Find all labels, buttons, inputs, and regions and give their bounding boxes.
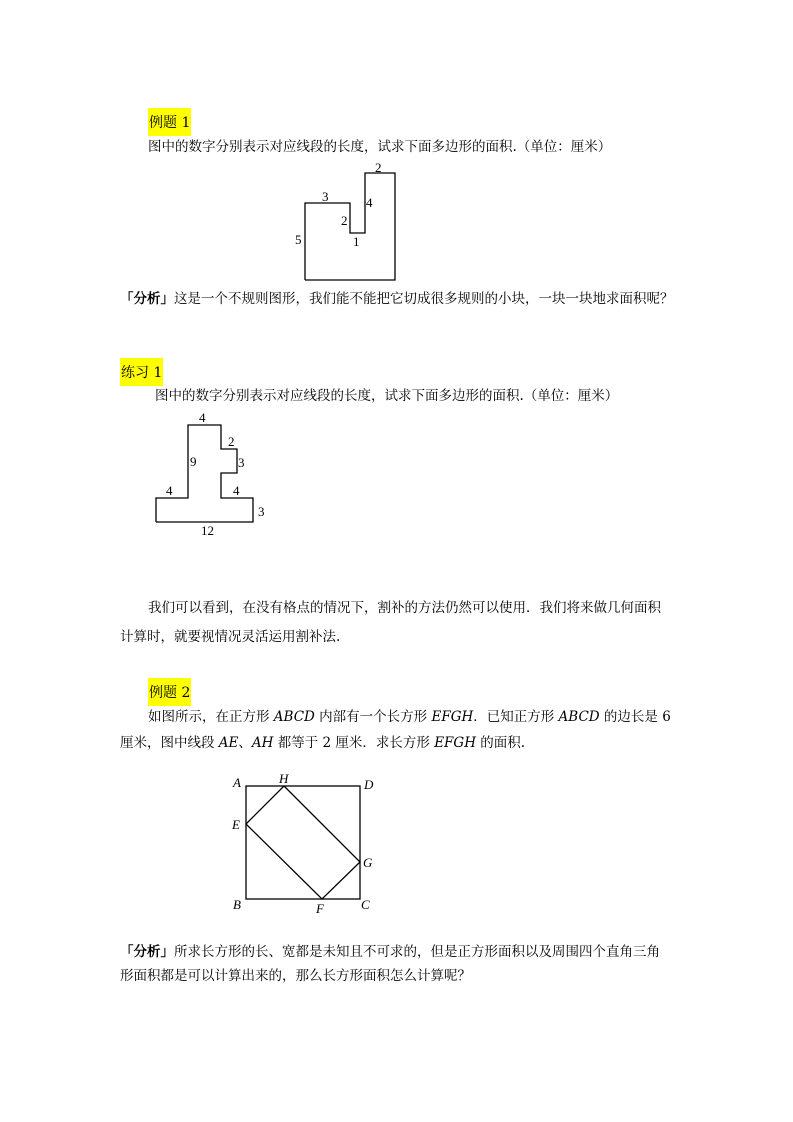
analysis-text: 这是一个不规则图形，我们能不能把它切成很多规则的小块，一块一块地求面积呢？ <box>174 291 674 307</box>
fig1-label-1: 1 <box>353 234 360 249</box>
fig2-label-4top: 4 <box>199 410 206 425</box>
label-A: A <box>233 775 241 790</box>
example2-line2: 厘米，图中线段 AE、AH 都等于 2 厘米．求长方形 EFGH 的面积. <box>120 735 526 751</box>
rectangle-efgh <box>246 786 360 899</box>
fig2-label-4left: 4 <box>166 483 173 498</box>
label-B: B <box>233 897 241 912</box>
practice1-figure <box>140 405 280 540</box>
fig1-label-top: 2 <box>375 160 382 175</box>
example2-analysis-line1: 「分析」所求长方形的长、宽都是未知且不可求的，但是正方形面积以及周围四个直角三角 <box>120 944 660 960</box>
example1-question: 图中的数字分别表示对应线段的长度，试求下面多边形的面积.（单位：厘米） <box>148 139 612 155</box>
fig2-label-12: 12 <box>201 523 214 538</box>
fig2-label-3bottom: 3 <box>258 504 265 519</box>
fig1-label-5: 5 <box>295 232 302 247</box>
summary-line2: 计算时，就要视情况灵活运用割补法. <box>120 629 341 645</box>
label-E: E <box>232 817 240 832</box>
practice1-question: 图中的数字分别表示对应线段的长度，试求下面多边形的面积.（单位：厘米） <box>155 388 619 404</box>
example2-figure <box>225 770 385 920</box>
fig2-label-9: 9 <box>190 454 197 469</box>
practice1-polygon <box>156 425 253 522</box>
example2-heading: 例题 2 <box>148 678 191 706</box>
example1-analysis <box>120 289 674 309</box>
label-H: H <box>279 771 289 786</box>
analysis-label: 「分析」 <box>120 944 174 960</box>
practice1-heading: 练习 1 <box>120 358 163 386</box>
square-abcd <box>246 786 360 899</box>
example1-figure <box>290 158 410 283</box>
analysis-label: 「分析」 <box>120 291 174 307</box>
label-F: F <box>316 901 324 916</box>
label-G: G <box>363 855 373 870</box>
label-D: D <box>364 777 374 792</box>
fig1-label-4: 4 <box>366 195 373 210</box>
fig2-label-2: 2 <box>228 434 235 449</box>
fig1-label-3: 3 <box>322 189 329 204</box>
summary-line1: 我们可以看到，在没有格点的情况下，割补的方法仍然可以使用．我们将来做几何面积 <box>148 600 661 616</box>
example2-analysis-line2: 形面积都是可以计算出来的，那么长方形面积怎么计算呢？ <box>120 968 471 984</box>
fig2-label-4right: 4 <box>233 483 240 498</box>
fig1-label-2: 2 <box>341 213 348 228</box>
fig2-label-3: 3 <box>238 455 245 470</box>
example2-line1: 如图所示，在正方形 ABCD 内部有一个长方形 EFGH．已知正方形 ABCD 的边长是 6 <box>148 709 671 725</box>
example1-polygon <box>305 173 395 280</box>
example1-heading: 例题 1 <box>148 108 191 136</box>
label-C: C <box>361 897 370 912</box>
